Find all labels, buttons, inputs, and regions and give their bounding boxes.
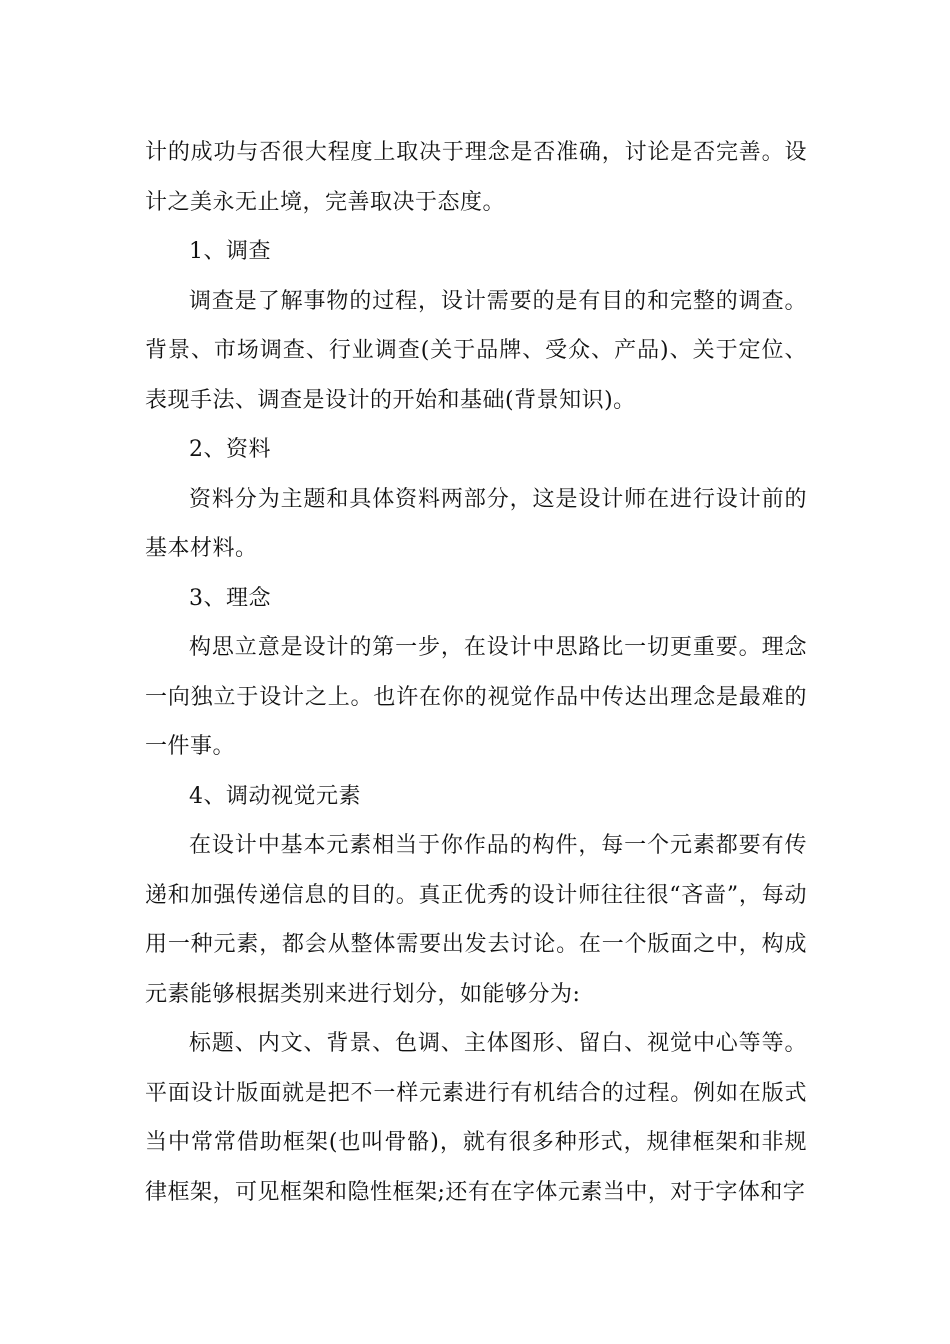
paragraph-visual-elements: 在设计中基本元素相当于你作品的构件，每一个元素都要有传递和加强传递信息的目的。真正优秀的设计师往往很“吝啬”，每动用一种元素，都会从整体需要出发去讨论。在一个版面之中，构成元素能够根据类别来进行划分，如能够分为: (145, 833, 807, 1007)
paragraph-materials: 资料分为主题和具体资料两部分，这是设计师在进行设计前的基本材料。 (145, 486, 807, 561)
paragraph-concept: 构思立意是设计的第一步，在设计中思路比一切更重要。理念一向独立于设计之上。也许在你的视觉作品中传达出理念是最难的一件事。 (145, 635, 807, 759)
paragraph-element-list: 标题、内文、背景、色调、主体图形、留白、视觉中心等等。平面设计版面就是把不一样元素进行有机结合的过程。例如在版式当中常常借助框架(也叫骨骼)，就有很多种形式，规律框架和非规律框架，可见框架和隐性框架;还有在字体元素当中，对于字体和字 (145, 1031, 807, 1205)
section-heading-visual-elements: 4、调动视觉元素 (189, 783, 361, 809)
paragraph-continuation: 计的成功与否很大程度上取决于理念是否准确，讨论是否完善。设计之美永无止境，完善取决于态度。 (145, 140, 807, 215)
paragraph-survey: 调查是了解事物的过程，设计需要的是有目的和完整的调查。背景、市场调查、行业调查(关于品牌、受众、产品)、关于定位、表现手法、调查是设计的开始和基础(背景知识)。 (145, 288, 807, 413)
section-heading-materials: 2、资料 (189, 437, 271, 462)
section-heading-concept: 3、理念 (189, 585, 271, 611)
document-body (145, 128, 807, 1217)
section-heading-survey: 1、调查 (189, 239, 271, 264)
